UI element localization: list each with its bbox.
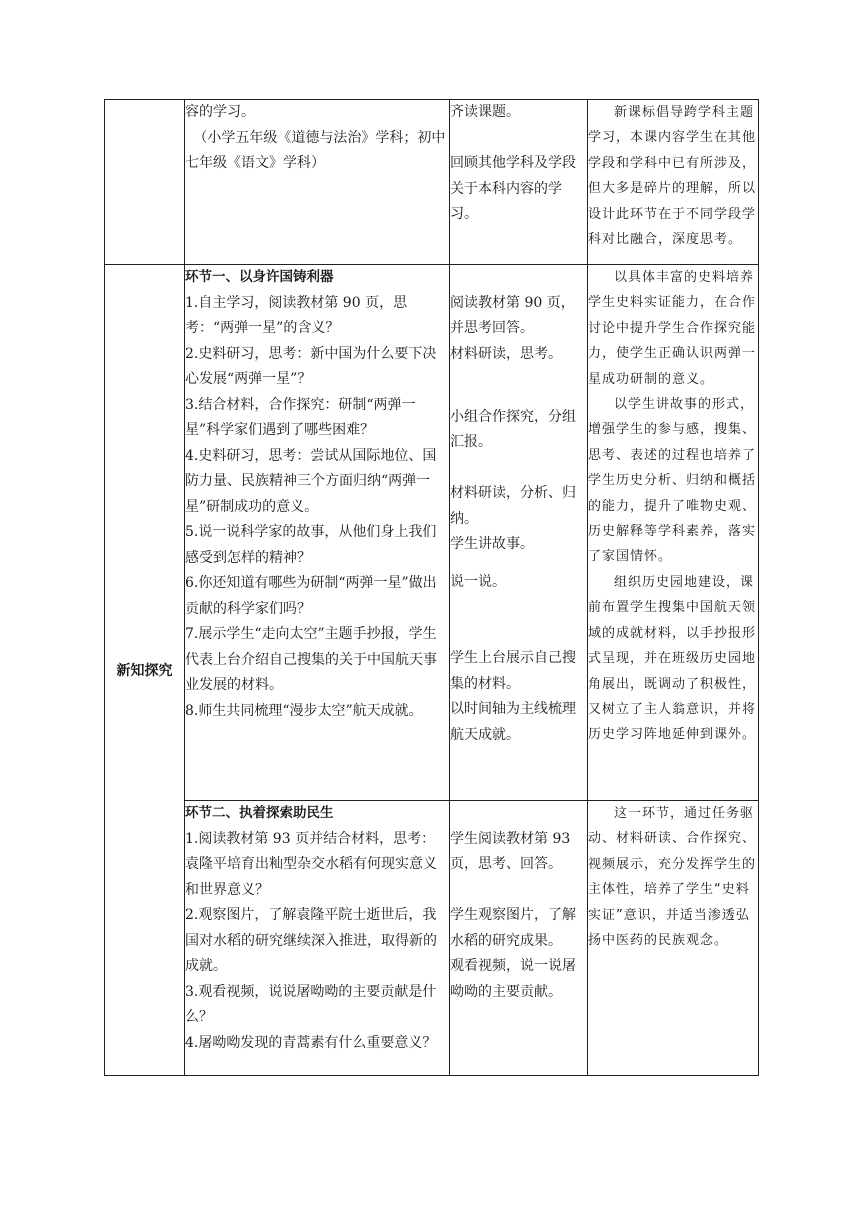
question-item: 4.史料研习，思考：尝试从国际地位、国防力量、民族精神三个方面归纳“两弹一星”研制成功的意义。 [185, 447, 437, 515]
question-item: 4.屠呦呦发现的青蒿素有什么重要意义？ [185, 1034, 437, 1051]
question-item: 2.史料研习，思考：新中国为什么要下决心发展“两弹一星”？ [185, 345, 437, 387]
student-activity-cell [450, 265, 588, 801]
activity-line: 小组合作探究，分组汇报。 [450, 408, 576, 450]
activity-line: 阅读教材第 90 页，并思考回答。 [450, 294, 575, 336]
activity-line: 学生讲故事。 [450, 536, 534, 552]
section-heading: 环节二、执着探索助民生 [185, 805, 334, 821]
intent-paragraph: 以具体丰富的史料培养学生史料实证能力，在合作讨论中提升学生合作探究能力，使学生正确认识两弹一星成功研制的意义。 [588, 270, 757, 387]
student-activity-cell [450, 801, 588, 1076]
teacher-content-cell [185, 801, 450, 1076]
question-item: 1.阅读教材第 93 页并结合材料，思考：袁隆平培育出籼型杂交水稻有何现实意义和世界意义？ [185, 830, 437, 898]
activity-line: 学生上台展示自己搜集的材料。 [450, 650, 576, 692]
design-intent-cell [588, 265, 759, 801]
intent-paragraph: 以学生讲故事的形式，增强学生的参与感，搜集、思考、表述的过程也培养了学生历史分析、归纳和概括的能力，提升了唯物史观、历史解释等学科素养，落实了家国情怀。 [588, 397, 757, 565]
activity-line: 齐读课题。 [450, 104, 520, 120]
intent-paragraph: 组织历史园地建设，课前布置学生搜集中国航天领域的成就材料，以手抄报形式呈现，并在班级历史园地角展出，既调动了积极性，又树立了主人翁意识，并将历史学习阵地延伸到课外。 [588, 574, 757, 743]
content-line: （小学五年级《道德与法治》学科；初中七年级《语文》学科） [185, 129, 446, 171]
activity-line: 学生观察图片，了解水稻的研究成果。 [450, 907, 576, 949]
activity-line: 材料研读，思考。 [450, 345, 562, 362]
question-item: 6.你还知道有哪些为研制“两弹一星”做出贡献的科学家们吗？ [185, 575, 437, 617]
content-line: 容的学习。 [185, 104, 255, 120]
table-row-section2 [105, 801, 759, 1076]
activity-line: 说一说。 [450, 573, 506, 590]
question-item: 5.说一说科学家的故事，从他们身上我们感受到怎样的精神？ [185, 524, 437, 566]
design-intent-cell [588, 801, 759, 1076]
table-row-section1 [105, 265, 759, 801]
teacher-content-cell [185, 100, 450, 265]
student-activity-cell [450, 100, 588, 265]
activity-line: 材料研读，分析、归纳。 [450, 485, 576, 527]
intent-paragraph: 这一环节，通过任务驱动、材料研读、合作探究、视频展示，充分发挥学生的主体性，培养了学生“史料实证”意识，并适当渗透弘扬中医药的民族观念。 [588, 806, 757, 949]
activity-line: 观看视频，说一说屠呦呦的主要贡献。 [450, 958, 576, 1000]
intent-paragraph: 新课标倡导跨学科主题学习，本课内容学生在其他学段和学科中已有所涉及，但大多是碎片的理解，所以设计此环节在于不同学段学科对比融合，深度思考。 [588, 105, 757, 248]
design-intent-cell [588, 100, 759, 265]
question-item: 3.结合材料，合作探究：研制“两弹一星”科学家们遇到了哪些困难？ [185, 396, 416, 438]
activity-line: 学生阅读教材第 93 页，思考、回答。 [450, 830, 571, 872]
activity-line: 回顾其他学科及学段关于本科内容的学习。 [450, 155, 576, 222]
question-item: 8.师生共同梳理“漫步太空”航天成就。 [185, 702, 423, 719]
stage-label: 新知探究 [116, 663, 173, 679]
table-row-intro [105, 100, 759, 265]
lesson-plan-table [104, 99, 759, 1076]
section-heading: 环节一、以身许国铸利器 [185, 269, 334, 285]
question-item: 1.自主学习，阅读教材第 90 页，思考：“两弹一星”的含义？ [185, 294, 408, 336]
teacher-content-cell [185, 265, 450, 801]
question-item: 7.展示学生“走向太空”主题手抄报，学生代表上台介绍自己搜集的关于中国航天事业发展的材料。 [185, 626, 437, 693]
question-item: 2.观察图片，了解袁隆平院士逝世后，我国对水稻的研究继续深入推进，取得新的成就。 [185, 907, 437, 974]
question-item: 3.观看视频，说说屠呦呦的主要贡献是什么？ [185, 983, 437, 1025]
activity-line: 以时间轴为主线梳理航天成就。 [450, 701, 576, 743]
stage-cell-empty [105, 100, 185, 265]
stage-cell [105, 265, 185, 1076]
